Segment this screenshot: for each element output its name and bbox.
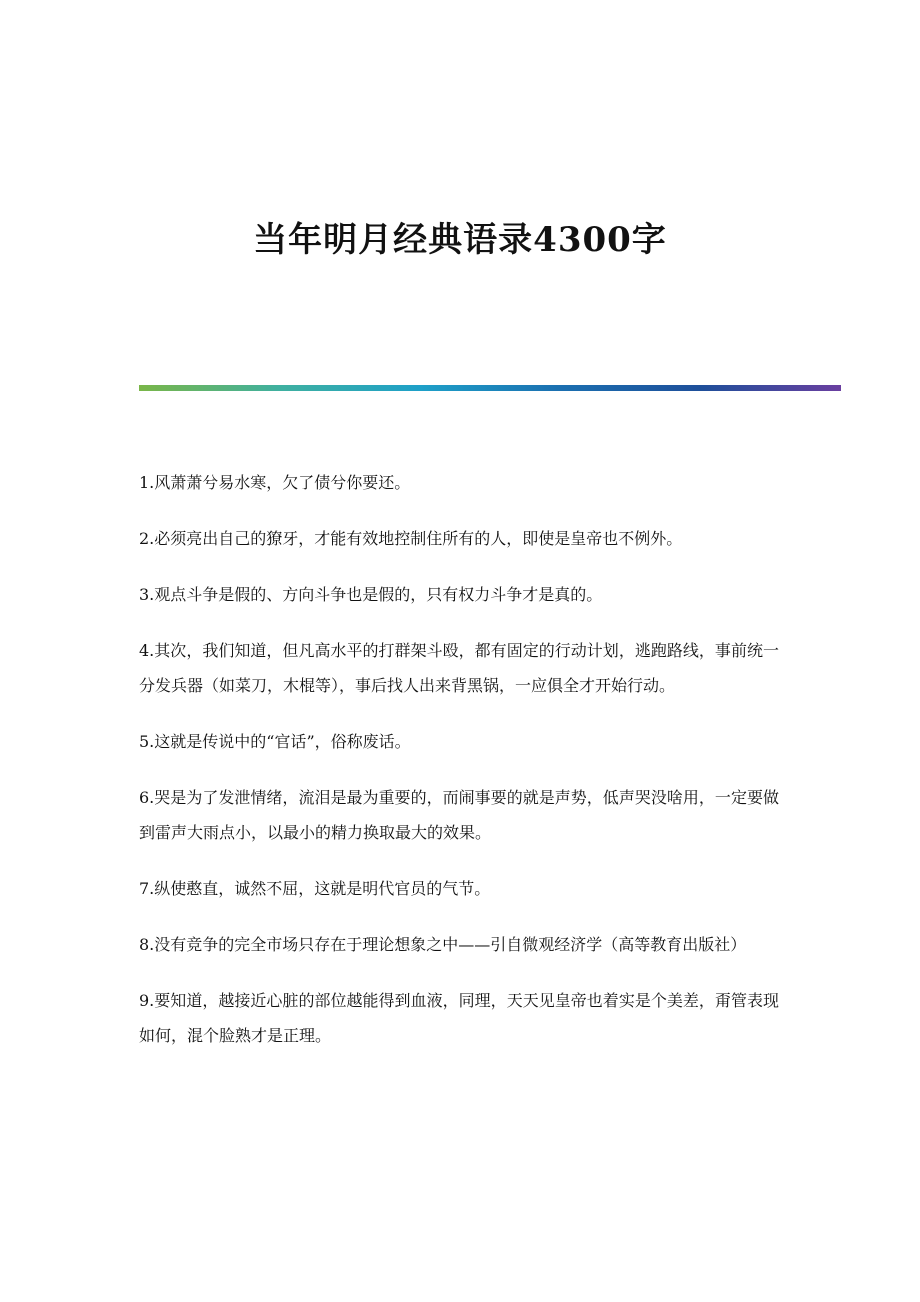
quote-paragraph: 7.纵使憨直，诚然不屈，这就是明代官员的气节。 — [139, 879, 491, 898]
quote-paragraph: 1.风萧萧兮易水寒，欠了债兮你要还。 — [139, 473, 411, 492]
quote-paragraph: 4.其次，我们知道，但凡高水平的打群架斗殴，都有固定的行动计划，逃跑路线，事前统一分发兵器（如菜刀，木棍等），事后找人出来背黑锅，一应俱全才开始行动。 — [139, 641, 779, 695]
page-title: 当年明月经典语录4300字 — [253, 220, 667, 260]
gradient-divider — [139, 385, 841, 391]
quote-paragraph: 6.哭是为了发泄情绪，流泪是最为重要的，而闹事要的就是声势，低声哭没啥用，一定要做到雷声大雨点小，以最小的精力换取最大的效果。 — [139, 788, 779, 842]
quote-list — [139, 465, 779, 1074]
quote-paragraph: 9.要知道，越接近心脏的部位越能得到血液，同理，天天见皇帝也着实是个美差，甭管表现如何，混个脸熟才是正理。 — [139, 991, 779, 1045]
quote-paragraph: 5.这就是传说中的“官话”，俗称废话。 — [139, 732, 411, 751]
quote-paragraph: 3.观点斗争是假的、方向斗争也是假的，只有权力斗争才是真的。 — [139, 585, 603, 604]
quote-paragraph: 8.没有竞争的完全市场只存在于理论想象之中——引自微观经济学（高等教育出版社） — [139, 935, 747, 954]
quote-paragraph: 2.必须亮出自己的獠牙，才能有效地控制住所有的人，即使是皇帝也不例外。 — [139, 529, 683, 548]
